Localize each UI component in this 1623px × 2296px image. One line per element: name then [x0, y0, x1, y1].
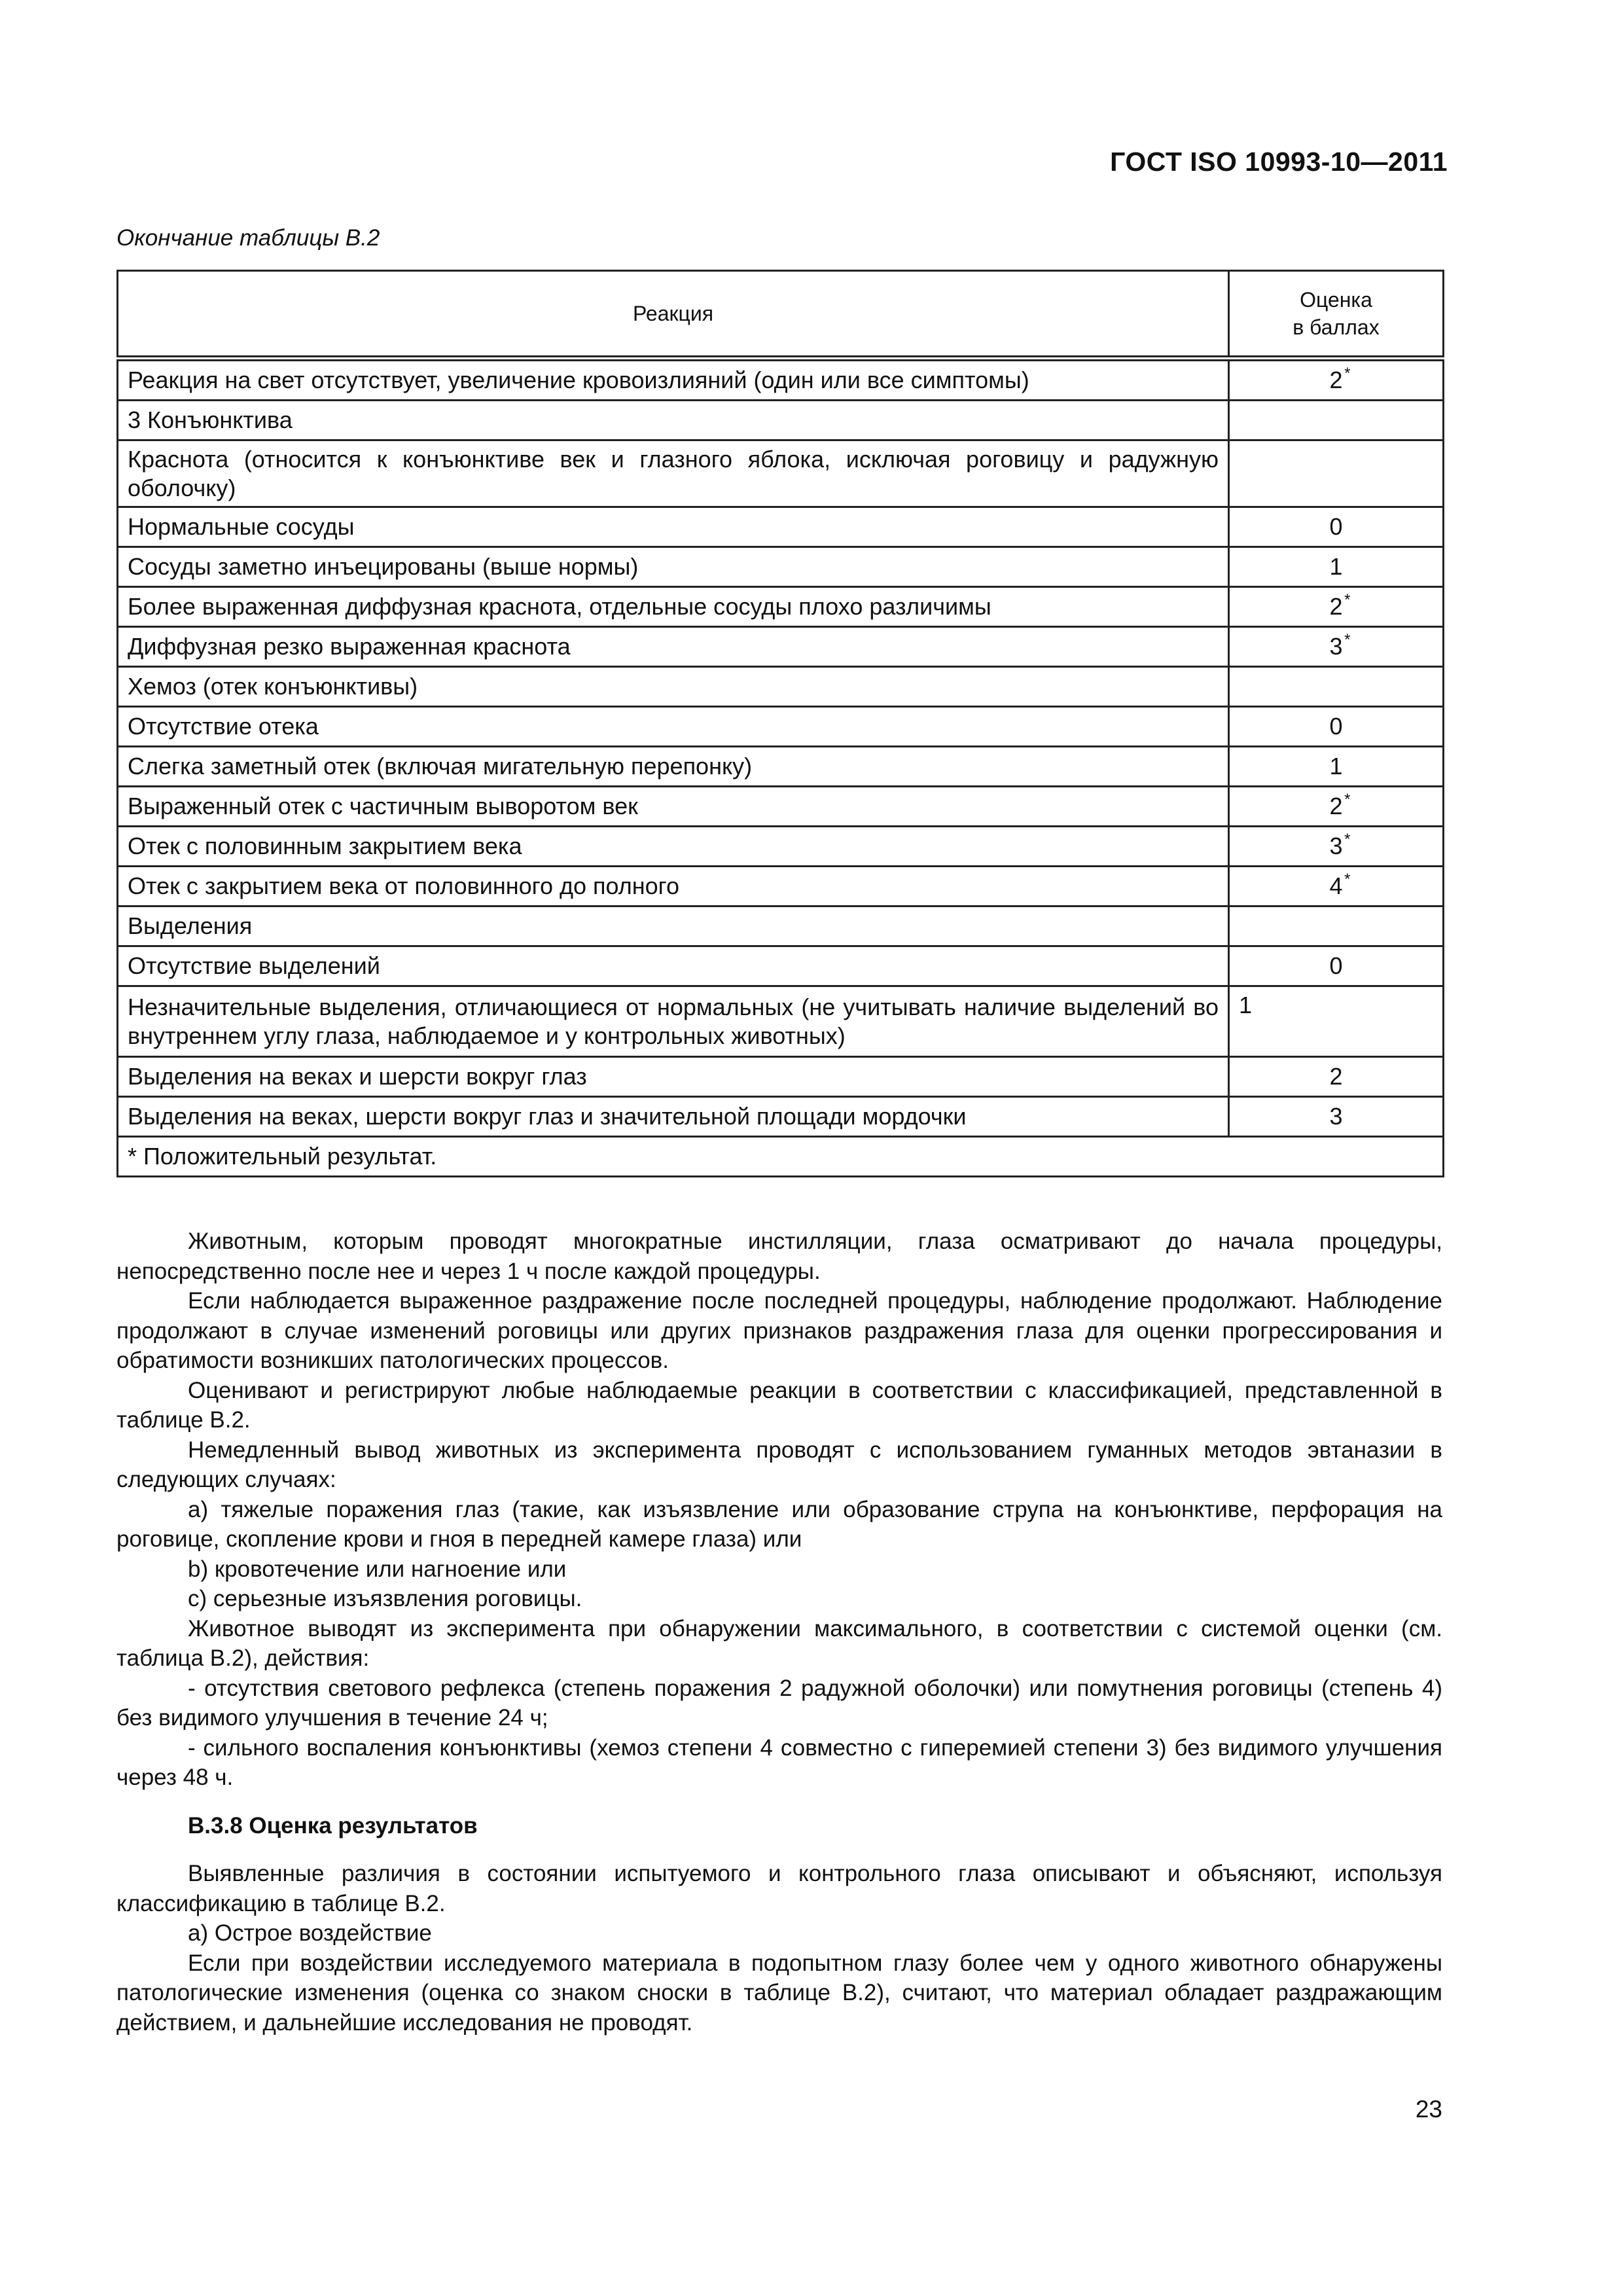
- column-header-score-line1: Оценка: [1300, 288, 1372, 312]
- table-footnote: * Положительный результат.: [118, 1137, 1444, 1177]
- table-row: [118, 667, 1444, 707]
- score-value: [1329, 512, 1342, 541]
- column-header-score-line2: в баллах: [1293, 315, 1380, 339]
- positive-result-marker: *: [1344, 791, 1351, 808]
- paragraph: Если при воздействии исследуемого материала в подопытном глазу более чем у одного животного обнаружены патологические изменения (оценка со знаком сноски в таблице В.2), считают, что материал обладает раздражающим действием, и дальнейшие исследования не проводят.: [116, 1950, 1442, 2036]
- reaction-cell: Выраженный отек с частичным выворотом век: [118, 787, 1229, 827]
- reaction-cell: Диффузная резко выраженная краснота: [118, 627, 1229, 667]
- score-cell: [1229, 1057, 1444, 1097]
- table-row: [118, 707, 1444, 747]
- section-heading: В.3.8 Оценка результатов: [188, 1812, 478, 1839]
- score-number: 2: [1329, 1063, 1343, 1090]
- paragraph: Животное выводят из эксперимента при обнаружении максимального, в соответствии с системой оценки (см. таблица В.2), действия:: [116, 1615, 1442, 1671]
- score-value: [1329, 752, 1342, 781]
- positive-result-marker: *: [1344, 631, 1351, 649]
- positive-result-marker: *: [1344, 365, 1351, 382]
- table-row: [118, 986, 1444, 1057]
- reaction-cell: 3 Конъюнктива: [118, 401, 1229, 440]
- score-cell: [1229, 440, 1444, 507]
- score-number: 2: [1329, 593, 1343, 620]
- score-cell: [1229, 827, 1444, 867]
- table-row: [118, 587, 1444, 627]
- score-number: 2: [1329, 367, 1343, 393]
- reaction-cell: Выделения на веках, шерсти вокруг глаз и значительной площади мордочки: [118, 1097, 1229, 1137]
- table-row: [118, 827, 1444, 867]
- reaction-cell: Более выраженная диффузная краснота, отдельные сосуды плохо различимы: [118, 587, 1229, 627]
- score-value: [1329, 631, 1351, 661]
- reaction-cell: Выделения на веках и шерсти вокруг глаз: [118, 1057, 1229, 1097]
- table-body: [118, 359, 1444, 1137]
- paragraph: Животным, которым проводят многократные инстилляции, глаза осматривают до начала процедуры, непосредственно после нее и через 1 ч после каждой процедуры.: [116, 1229, 1442, 1284]
- score-cell: [1229, 547, 1444, 587]
- positive-result-marker: *: [1344, 591, 1351, 609]
- score-value: [1239, 991, 1252, 1020]
- score-number: 3: [1329, 833, 1343, 859]
- table-row: [118, 627, 1444, 667]
- paragraph: Если наблюдается выраженное раздражение после последней процедуры, наблюдение продолжают. Наблюдение продолжают в случае изменений роговицы или других признаков раздражения глаза для оценки прогрессирования и обратимости возникших патологических процессов.: [116, 1288, 1442, 1373]
- score-number: 0: [1329, 513, 1343, 540]
- score-cell: [1229, 1097, 1444, 1137]
- column-header-score: [1229, 271, 1444, 359]
- score-cell: [1229, 747, 1444, 787]
- table-footnote-row: [118, 1137, 1444, 1177]
- score-cell: [1229, 906, 1444, 946]
- reaction-cell: Краснота (относится к конъюнктиве век и глазного яблока, исключая роговицу и радужную оболочку): [118, 440, 1229, 507]
- score-number: 0: [1329, 952, 1343, 979]
- score-value: [1329, 952, 1342, 980]
- table-header-row: [118, 271, 1444, 359]
- score-value: [1329, 831, 1351, 861]
- score-value: [1329, 1102, 1342, 1131]
- score-cell: [1229, 667, 1444, 707]
- page-number: 23: [1415, 2096, 1442, 2123]
- reaction-cell: Хемоз (отек конъюнктивы): [118, 667, 1229, 707]
- score-number: 1: [1329, 753, 1343, 780]
- reaction-cell: Реакция на свет отсутствует, увеличение кровоизлияний (один или все симптомы): [118, 359, 1229, 401]
- column-header-reaction: Реакция: [118, 271, 1229, 359]
- score-number: 0: [1329, 713, 1343, 740]
- reaction-cell: Отек с закрытием века от половинного до полного: [118, 867, 1229, 906]
- list-item: - отсутствия светового рефлекса (степень поражения 2 радужной оболочки) или помутнения роговицы (степень 4) без видимого улучшения в течение 24 ч;: [116, 1675, 1442, 1731]
- score-cell: [1229, 359, 1444, 401]
- list-item: c) серьезные изъязвления роговицы.: [188, 1586, 582, 1611]
- positive-result-marker: *: [1344, 831, 1351, 848]
- reaction-cell: Выделения: [118, 906, 1229, 946]
- paragraph: Выявленные различия в состоянии испытуемого и контрольного глаза описывают и объясняют, используя классификацию в таблице В.2.: [116, 1861, 1442, 1916]
- score-cell: [1229, 587, 1444, 627]
- table-row: [118, 787, 1444, 827]
- score-cell: [1229, 946, 1444, 986]
- score-value: [1329, 870, 1351, 901]
- score-value: [1329, 791, 1351, 821]
- table-row: [118, 507, 1444, 547]
- score-cell: [1229, 507, 1444, 547]
- score-value: [1329, 712, 1342, 741]
- reaction-cell: Отсутствие выделений: [118, 946, 1229, 986]
- score-value: [1329, 552, 1342, 581]
- score-value: [1329, 365, 1351, 395]
- paragraph: Немедленный вывод животных из эксперимента проводят с использованием гуманных методов эвтаназии в следующих случаях:: [116, 1437, 1442, 1492]
- table-row: [118, 747, 1444, 787]
- score-value: [1329, 1062, 1342, 1091]
- score-number: 4: [1329, 872, 1343, 899]
- reaction-cell: Сосуды заметно инъецированы (выше нормы): [118, 547, 1229, 587]
- list-item: - сильного воспаления конъюнктивы (хемоз степени 4 совместно с гиперемией степени 3) без видимого улучшения через 48 ч.: [116, 1734, 1442, 1790]
- reaction-cell: Незначительные выделения, отличающиеся от нормальных (не учитывать наличие выделений во внутреннем углу глаза, наблюдаемое и у контрольных животных): [118, 986, 1229, 1057]
- document-standard-header: ГОСТ ISO 10993-10—2011: [1110, 147, 1448, 177]
- paragraph: Оценивают и регистрируют любые наблюдаемые реакции в соответствии с классификацией, представленной в таблице В.2.: [116, 1377, 1442, 1433]
- score-cell: [1229, 627, 1444, 667]
- table-row: [118, 906, 1444, 946]
- reaction-cell: Слегка заметный отек (включая мигательную перепонку): [118, 747, 1229, 787]
- body-text: [116, 1227, 1442, 2037]
- list-item: a) Острое воздействие: [188, 1920, 432, 1946]
- score-number: 1: [1239, 992, 1253, 1018]
- reaction-score-table: [116, 270, 1444, 1177]
- table-row: [118, 1057, 1444, 1097]
- score-number: 3: [1329, 633, 1343, 660]
- table-row: [118, 867, 1444, 906]
- table-row: [118, 1097, 1444, 1137]
- score-cell: [1229, 707, 1444, 747]
- list-item: b) кровотечение или нагноение или: [188, 1556, 567, 1582]
- reaction-cell: Нормальные сосуды: [118, 507, 1229, 547]
- score-cell: [1229, 986, 1444, 1057]
- score-cell: [1229, 867, 1444, 906]
- table-caption: Окончание таблицы В.2: [116, 225, 380, 251]
- reaction-cell: Отсутствие отека: [118, 707, 1229, 747]
- table-row: [118, 547, 1444, 587]
- score-value: [1329, 591, 1351, 621]
- list-item: a) тяжелые поражения глаз (такие, как изъязвление или образование струпа на конъюнктиве, перфорация на роговице, скопление крови и гноя в передней камере глаза) или: [116, 1496, 1442, 1552]
- table-row: [118, 359, 1444, 401]
- table-row: [118, 440, 1444, 507]
- score-cell: [1229, 401, 1444, 440]
- reaction-cell: Отек с половинным закрытием века: [118, 827, 1229, 867]
- score-number: 2: [1329, 793, 1343, 819]
- positive-result-marker: *: [1344, 870, 1351, 888]
- score-number: 1: [1329, 553, 1343, 580]
- score-number: 3: [1329, 1103, 1343, 1130]
- score-cell: [1229, 787, 1444, 827]
- table-row: [118, 946, 1444, 986]
- table-row: [118, 401, 1444, 440]
